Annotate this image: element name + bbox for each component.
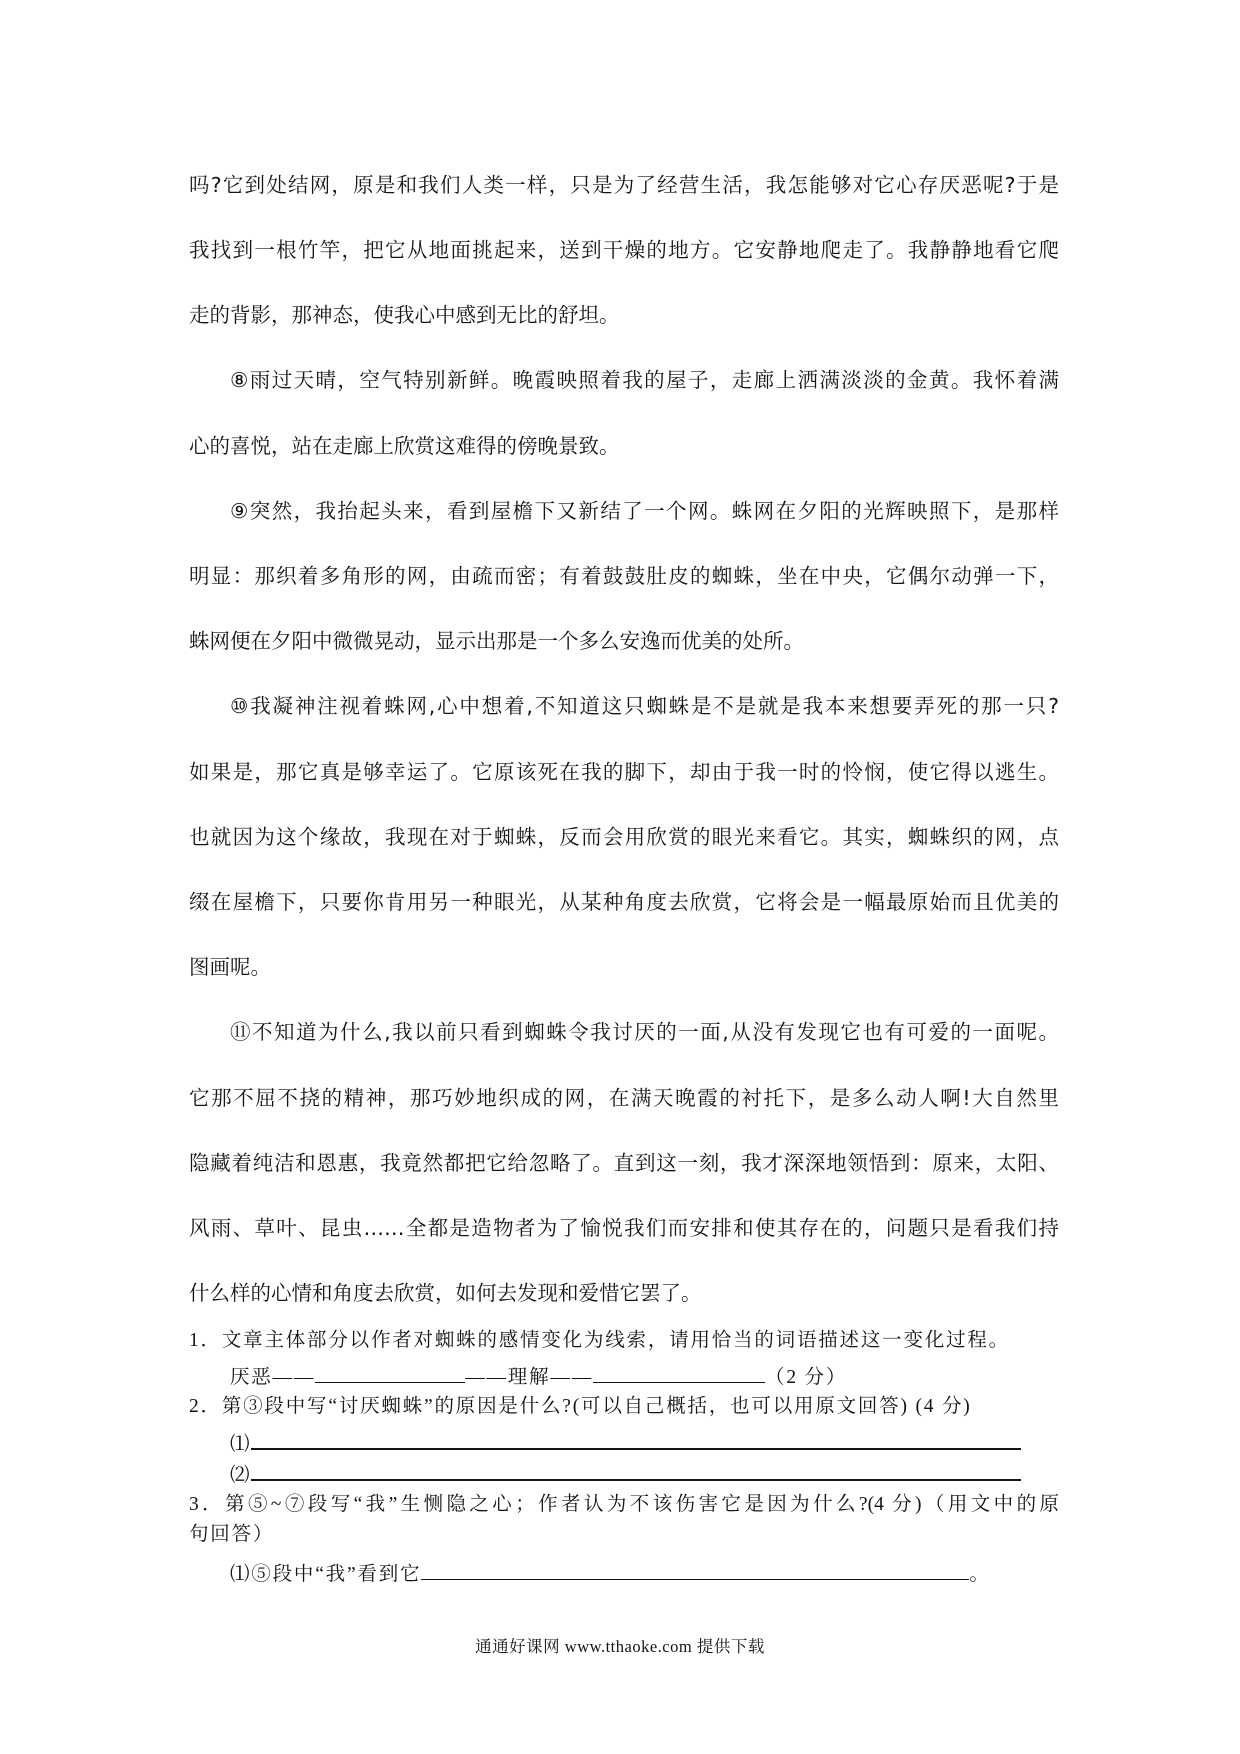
question-number: 2． [189,1396,222,1417]
answer-middle-label: ——理解—— [465,1367,594,1388]
passage-line: ⑪不知道为什么,我以前只看到蜘蛛令我讨厌的一面,从没有发现它也有可爱的一面呢。 [230,1020,1059,1044]
item-end: 。 [969,1564,991,1585]
score-label: （2 分） [765,1367,848,1388]
passage-line: 什么样的心情和角度去欣赏，如何去发现和爱惜它罢了。 [189,1281,702,1305]
passage-line: 隐藏着纯洁和恩惠，我竟然都把它给忽略了。直到这一刻，我才深深地领悟到：原来，太阳、 [189,1151,1059,1175]
answer-blank [593,1360,765,1383]
question-1 [189,1327,1010,1355]
passage-line: 明显：那织着多角形的网，由疏而密；有着鼓鼓肚皮的蜘蛛，坐在中央，它偶尔动弹一下， [189,564,1059,588]
passage-line: 它那不屈不挠的精神，那巧妙地织成的网，在满天晚霞的衬托下，是多么动人啊!大自然里 [189,1086,1059,1110]
item-label: ⑴ [230,1434,252,1455]
passage-line: ⑩我凝神注视着蛛网,心中想着,不知道这只蜘蛛是不是就是我本来想要弄死的那一只? [230,694,1059,718]
answer-start-label: 厌恶—— [230,1367,316,1388]
passage-line: 心的喜悦，站在走廊上欣赏这难得的傍晚景致。 [189,434,620,458]
question-1-answer-line [230,1360,847,1388]
passage-line: 也就因为这个缘故，我现在对于蜘蛛，反而会用欣赏的眼光来看它。其实，蜘蛛织的网，点 [189,825,1059,849]
passage-line: 图画呢。 [189,955,271,979]
page-footer: 通通好课网 www.tthaoke.com 提供下载 [475,1637,765,1656]
answer-blank [315,1360,465,1383]
passage-line: 如果是，那它真是够幸运了。它原该死在我的脚下，却由于我一时的怜悯，使它得以逃生。 [189,760,1059,784]
question-text: 第③段中写“讨厌蜘蛛”的原因是什么?(可以自己概括，也可以用原文回答) (4 分) [221,1396,972,1417]
question-3-item-1 [230,1557,991,1585]
passage-line: 缀在屋檐下，只要你肯用另一种眼光，从某种角度去欣赏，它将会是一幅最原始而且优美的 [189,890,1059,914]
answer-line [251,1457,1021,1481]
passage-line: 我找到一根竹竿，把它从地面挑起来，送到干燥的地方。它安静地爬走了。我静静地看它爬 [189,238,1059,262]
passage-line: ⑧雨过天晴，空气特别新鲜。晚霞映照着我的屋子，走廊上洒满淡淡的金黄。我怀着满 [230,368,1059,392]
question-3-continued: 句回答） [189,1524,275,1545]
answer-line [251,1426,1021,1450]
question-text: 文章主体部分以作者对蜘蛛的感情变化为线索，请用恰当的词语描述这一变化过程。 [221,1330,1010,1351]
question-3: 3．第⑤~⑦段写“我”生恻隐之心；作者认为不该伤害它是因为什么?(4 分)（用文中的原 [189,1494,1059,1515]
passage-line: 走的背影，那神态，使我心中感到无比的舒坦。 [189,303,620,327]
question-2 [189,1393,972,1421]
item-label: ⑵ [230,1465,252,1486]
item-label: ⑴⑤段中“我”看到它 [230,1564,422,1585]
passage-line: 风雨、草叶、昆虫……全都是造物者为了愉悦我们而安排和使其存在的，问题只是看我们持 [189,1216,1059,1240]
passage-line: ⑨突然，我抬起头来，看到屋檐下又新结了一个网。蛛网在夕阳的光辉映照下，是那样 [230,499,1059,523]
passage-line: 蛛网便在夕阳中微微晃动，显示出那是一个多么安逸而优美的处所。 [189,629,804,653]
passage-line: 吗?它到处结网，原是和我们人类一样，只是为了经营生活，我怎能够对它心存厌恶呢?于是 [189,173,1059,197]
question-number: 1． [189,1330,222,1351]
question-2-item-1 [230,1426,1021,1454]
answer-blank [421,1557,969,1580]
question-2-item-2 [230,1457,1021,1485]
